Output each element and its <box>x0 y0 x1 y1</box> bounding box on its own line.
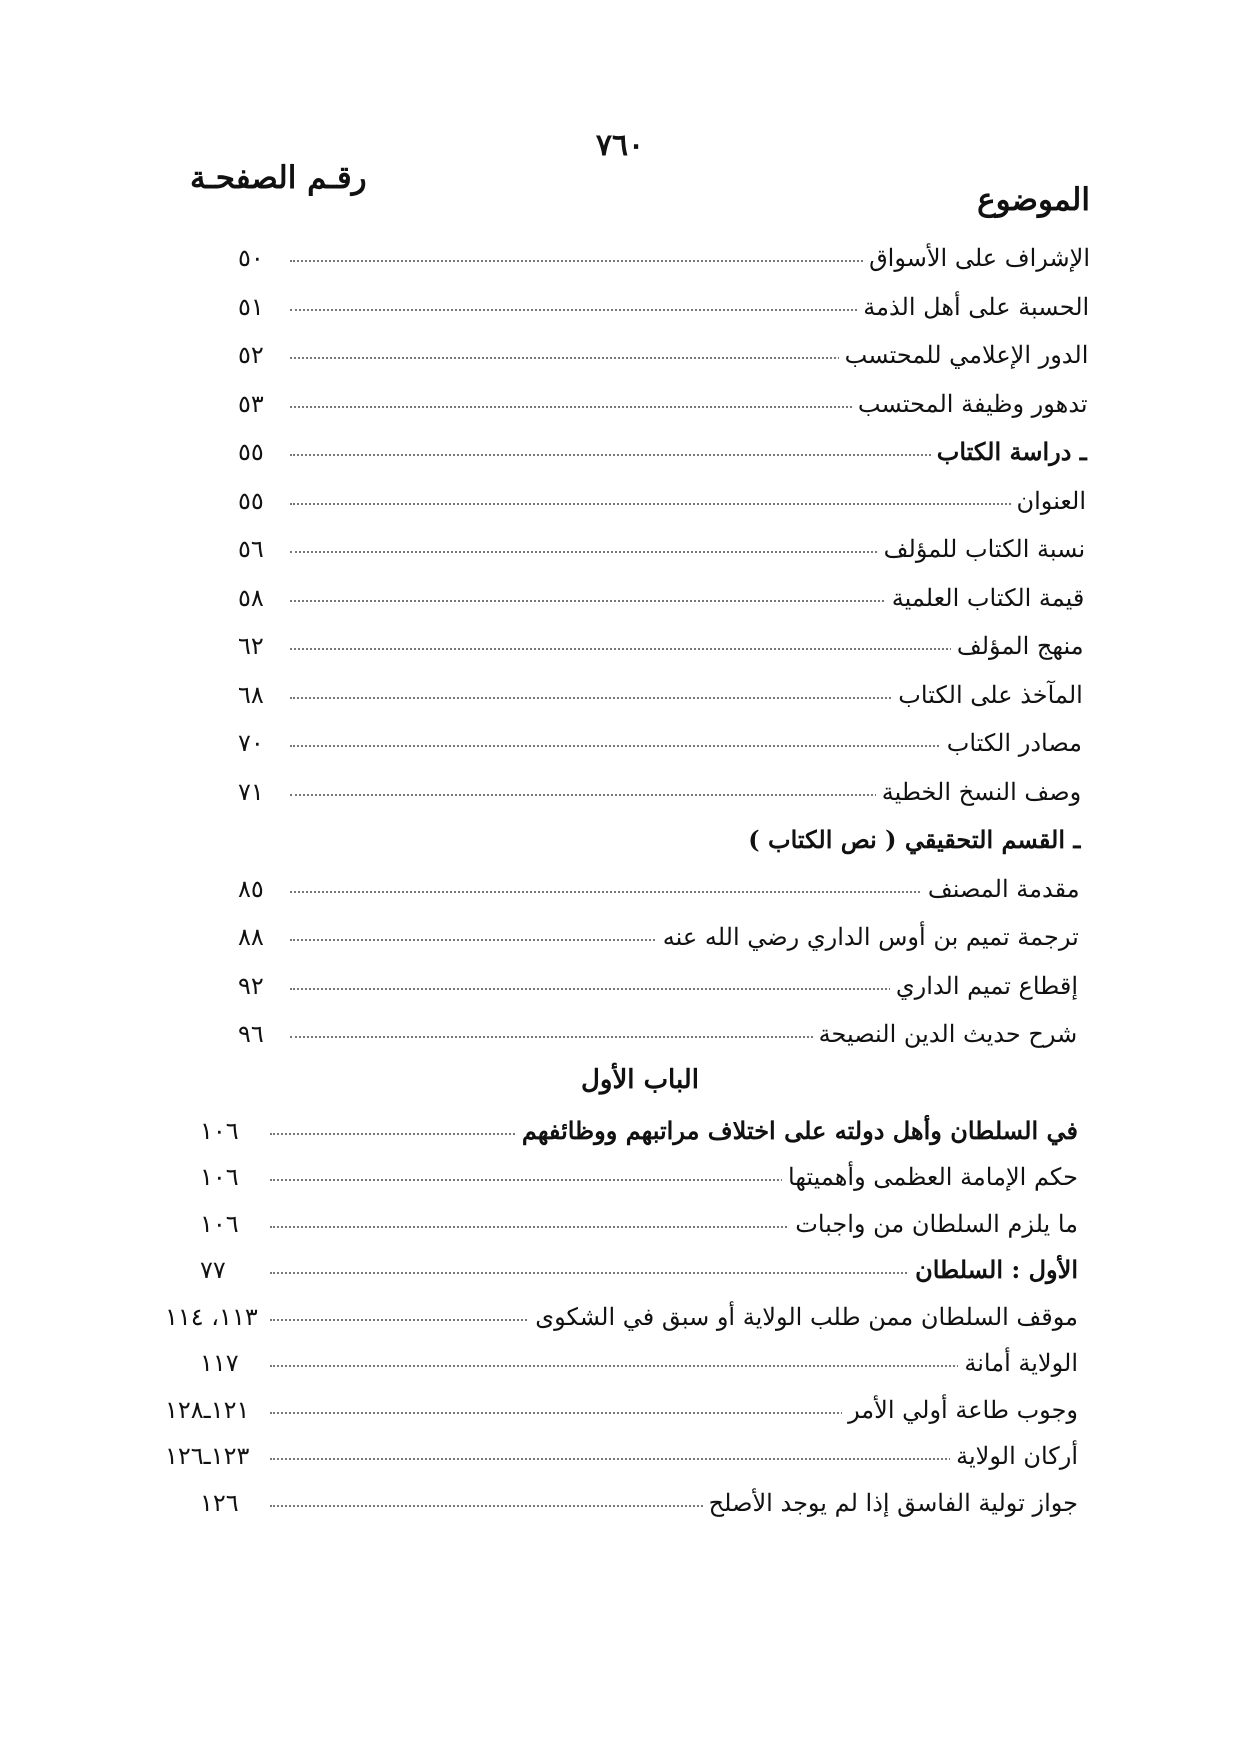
toc-entry-title: وصف النسخ الخطية <box>876 772 1081 812</box>
toc-entry <box>240 1014 1077 1054</box>
toc-entry-page: ٦٨ <box>238 680 264 709</box>
toc-entry-page: ١١٧ <box>200 1349 239 1377</box>
toc-entry-page: ٥٨ <box>238 583 264 612</box>
toc-entry <box>240 529 1085 569</box>
toc-entry-page: ٨٥ <box>238 874 264 903</box>
toc-entry <box>240 675 1083 715</box>
toc-entry <box>240 481 1086 521</box>
toc-entry <box>240 578 1084 618</box>
toc-entry-page: ٥٥ <box>238 438 264 466</box>
toc-entry-title: قيمة الكتاب العلمية <box>886 578 1085 618</box>
page-column-header: رقـم الصفحـة <box>190 160 367 196</box>
dot-leader <box>270 1365 1078 1367</box>
toc-entry-title: المآخذ على الكتاب <box>892 675 1083 715</box>
toc-entry-title: الإشراف على الأسواق <box>863 238 1090 278</box>
toc-entry-title: جواز تولية الفاسق إذا لم يوجد الأصلح <box>703 1483 1078 1523</box>
toc-entry-title: الحسبة على أهل الذمة <box>857 287 1089 327</box>
toc-entry <box>240 917 1079 957</box>
toc-entry-title: ما يلزم السلطان من واجبات <box>789 1204 1078 1244</box>
toc-entry-title: ـ القسم التحقيقي ( نص الكتاب ) <box>742 820 1080 860</box>
page-number: ٧٦٠ <box>595 128 645 163</box>
toc-entry-page: ٥٣ <box>238 389 264 418</box>
toc-entry-title: ـ دراسة الكتاب <box>931 432 1087 472</box>
toc-entry <box>200 1111 1078 1151</box>
toc-entry <box>165 1390 1078 1430</box>
toc-entry-title: مقدمة المصنف <box>922 869 1080 909</box>
toc-entry-title: موقف السلطان ممن طلب الولاية أو سبق في الشكوى <box>529 1297 1078 1337</box>
toc-entry <box>240 966 1078 1006</box>
toc-entry-title: نسبة الكتاب للمؤلف <box>878 529 1086 569</box>
toc-entry-title: في السلطان وأهل دولته على اختلاف مراتبهم ووظائفهم <box>516 1111 1078 1151</box>
toc-entry <box>240 238 1090 278</box>
toc-entry-title: مصادر الكتاب <box>941 723 1082 763</box>
toc-entry-page: ٧١ <box>238 777 264 806</box>
toc-entry <box>165 1436 1078 1476</box>
toc-entry-page: ١٠٦ <box>200 1163 239 1191</box>
toc-entry <box>240 384 1088 424</box>
toc-entry-title: حكم الإمامة العظمى وأهميتها <box>782 1157 1078 1197</box>
toc-entry-page: ١٢٦ <box>200 1488 239 1517</box>
toc-entry-title: إقطاع تميم الداري <box>890 966 1078 1006</box>
toc-entry-page: ١٢١ـ١٢٨ <box>165 1395 250 1424</box>
toc-entry-page: ٥١ <box>238 292 264 321</box>
toc-entry-page: ٥٢ <box>238 341 264 369</box>
toc-entry <box>165 1297 1078 1337</box>
toc-entry <box>240 820 1080 860</box>
toc-entry-page: ٧٠ <box>238 729 264 757</box>
toc-entry-page: ٦٢ <box>238 632 264 660</box>
toc-entry-page: ١٠٦ <box>200 1209 239 1238</box>
toc-entry-title: وجوب طاعة أولي الأمر <box>842 1390 1078 1430</box>
toc-entry-page: ٩٦ <box>238 1020 264 1048</box>
toc-entry-title: منهج المؤلف <box>951 626 1084 666</box>
toc-entry <box>240 335 1088 375</box>
toc-entry-page: ٧٧ <box>200 1256 226 1284</box>
toc-entry-title: أركان الولاية <box>950 1436 1078 1476</box>
toc-entry-page: ٥٦ <box>238 535 264 563</box>
topic-column-header: الموضوع <box>977 182 1090 218</box>
toc-entry-title: ترجمة تميم بن أوس الداري رضي الله عنه <box>657 917 1079 957</box>
toc-entry <box>240 772 1081 812</box>
toc-entry <box>240 626 1084 666</box>
toc-entry-title: الدور الإعلامي للمحتسب <box>839 335 1089 375</box>
toc-entry-page: ١١٣، ١١٤ <box>165 1302 258 1331</box>
toc-entry <box>200 1204 1078 1244</box>
toc-entry-title: الولاية أمانة <box>958 1343 1078 1383</box>
chapter-heading: الباب الأول <box>581 1064 699 1095</box>
toc-entry <box>200 1483 1078 1523</box>
toc-entry <box>240 432 1087 472</box>
toc-entry-title: العنوان <box>1011 481 1087 521</box>
toc-entry-title: شرح حديث الدين النصيحة <box>813 1014 1078 1054</box>
dot-leader <box>290 503 1086 505</box>
toc-entry <box>200 1250 1078 1290</box>
toc-entry <box>200 1157 1078 1197</box>
toc-entry-page: ٨٨ <box>238 923 264 951</box>
toc-entry-page: ٥٥ <box>238 486 264 515</box>
toc-entry <box>200 1343 1078 1383</box>
toc-entry-page: ١٢٣ـ١٢٦ <box>165 1442 250 1470</box>
toc-entry <box>240 869 1080 909</box>
toc-entry-page: ١٠٦ <box>200 1116 239 1145</box>
toc-entry-page: ٩٢ <box>238 971 264 1000</box>
toc-entry <box>240 723 1082 763</box>
toc-entry-title: تدهور وظيفة المحتسب <box>852 384 1088 424</box>
toc-entry-page: ٥٠ <box>238 244 264 272</box>
toc-entry-title: الأول : السلطان <box>909 1250 1078 1290</box>
toc-entry <box>240 287 1089 327</box>
